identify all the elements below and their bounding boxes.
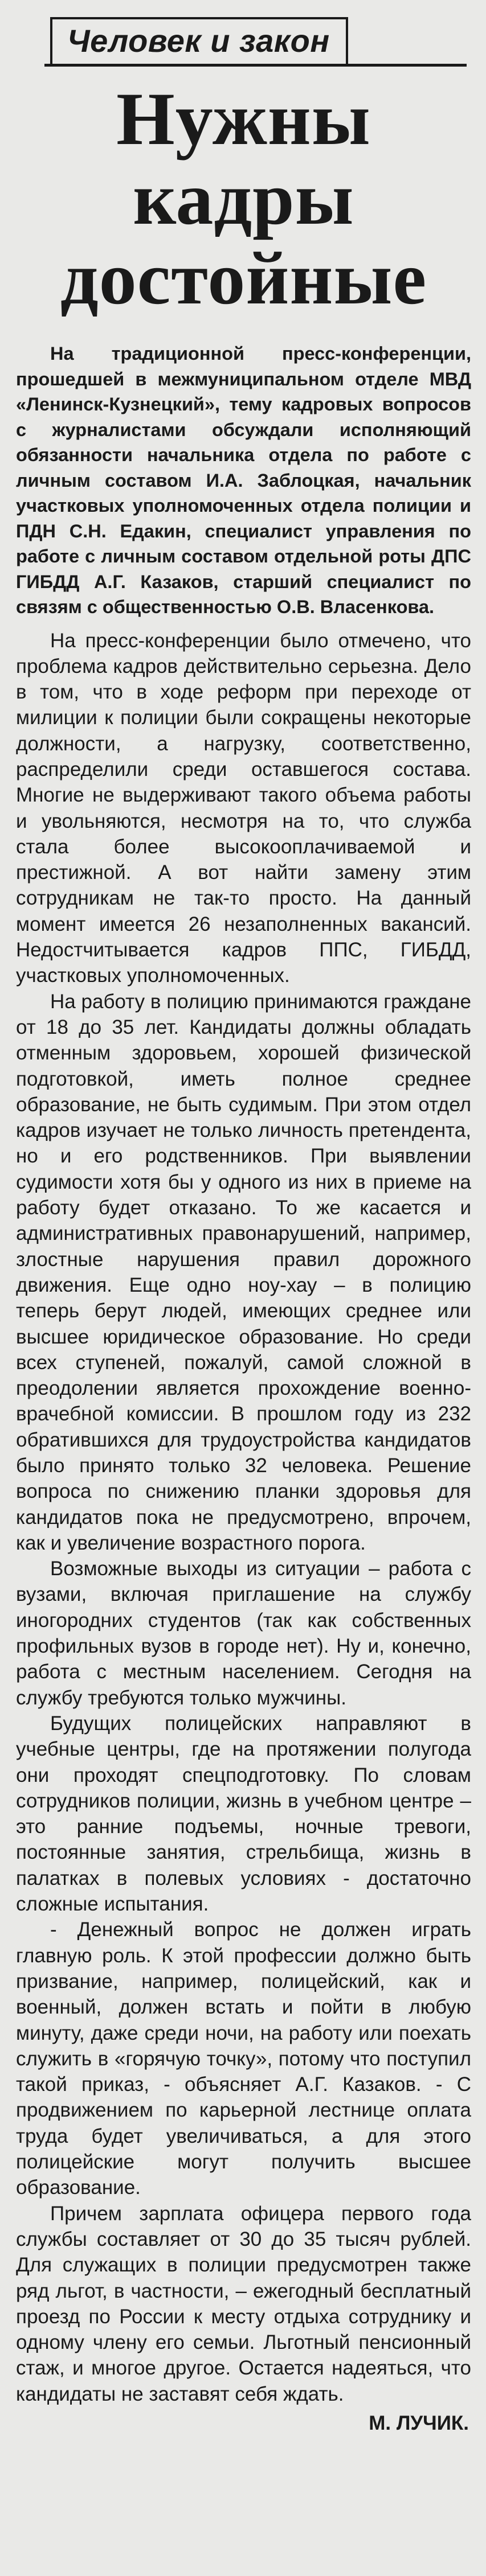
headline-line: кадры <box>133 157 354 240</box>
headline-line: достойные <box>60 236 427 320</box>
rubric-bar <box>44 17 467 67</box>
headline-line: Нужны <box>116 77 371 161</box>
article-body <box>16 628 471 2407</box>
article-headline <box>16 79 471 318</box>
body-paragraph: На пресс-конференции было отмечено, что проблема кадров действительно серьезна. Дело в том, что в ходе реформ при переходе от милиции к полиции были сокращены некоторые должности, а нагрузку, соответственно, распределили среди оставшегося состава. Многие не выдерживают такого объема работы и увольняются, несмотря на то, что служба стала более высокооплачиваемой и престижной. А вот найти замену этим сотрудникам не так-то просто. На данный момент имеется 26 незаполненных вакансий. Недостчитывается кадров ППС, ГИБДД, участковых уполномоченных. <box>16 629 471 987</box>
body-paragraph: Будущих полицейских направляют в учебные центры, где на протяжении полугода они проходят спецподготовку. По словам сотрудников полиции, жизнь в учебном центре – это ранние подъемы, ночные тревоги, постоянные занятия, стрельбища, жизнь в палатках в полевых условиях - достаточно сложные испытания. <box>16 1712 471 1916</box>
body-paragraph: Причем зарплата офицера первого года службы составляет от 30 до 35 тысяч рублей. Для служащих в полиции предусмотрен также ряд льгот, в частности, – ежегодный бесплатный проезд по России к месту отдыха сотруднику и одному члену его семьи. Льготный пенсионный стаж, и многое другое. Остается надеяться, что кандидаты не заставят себя ждать. <box>16 2202 471 2405</box>
body-paragraph: На работу в полицию принимаются граждане от 18 до 35 лет. Кандидаты должны обладать отменным здоровьем, хорошей физической подготовкой, иметь полное среднее образование, не быть судимым. При этом отдел кадров изучает не только личность претендента, но и его родственников. При выявлении судимости хотя бы у одного из них в приеме на работу будет отказано. То же касается и административных правонарушений, например, злостные нарушения правил дорожного движения. Еще одно ноу-хау – в полицию теперь берут людей, имеющих среднее или высшее юридическое образование. Но среди всех ступеней, пожалуй, самой сложной в преодолении является прохождение военно-врачебной комиссии. В прошлом году из 232 обратившихся для трудоустройства кандидатов было принято только 32 человека. Решение вопроса по снижению планки здоровья для кандидатов пока не предусмотрено, впрочем, как и увеличение возрастного порога. <box>16 990 471 1554</box>
author-signature: М. ЛУЧИК. <box>369 2411 469 2434</box>
rubric-label: Человек и закон <box>50 17 348 64</box>
body-paragraph: - Денежный вопрос не должен играть главную роль. К этой профессии должно быть призвание, например, полицейский, как и военный, должен встать и пойти в любую минуту, даже среди ночи, на работу или поехать служить в «горячую точку», потому что поступил такой приказ, - объясняет А.Г. Казаков. - С продвижением по карьерной лестнице оплата труда будет увеличиваться, а для этого полицейские могут получить высшее образование. <box>16 1918 471 2199</box>
body-paragraph: Возможные выходы из ситуации – работа с вузами, включая приглашение на службу иногородних студентов (так как собственных профильных вузов в городе нет). Ну и, конечно, работа с местным населением. Сегодня на службу требуются только мужчины. <box>16 1558 471 1709</box>
article-lead: На традиционной пресс-конференции, прошедшей в межмуниципальном отделе МВД «Ленинск-Кузнецкий», тему кадровых вопросов с журналистами обсуждали исполняющий обязанности начальника отдела по работе с личным составом И.А. Заблоцкая, начальник участковых уполномоченных отдела полиции и ПДН С.Н. Едакин, специалист управления по работе с личным составом отдельной роты ДПС ГИБДД А.Г. Казаков, старший специалист по связям с общественностью О.В. Власенкова. <box>16 343 471 617</box>
